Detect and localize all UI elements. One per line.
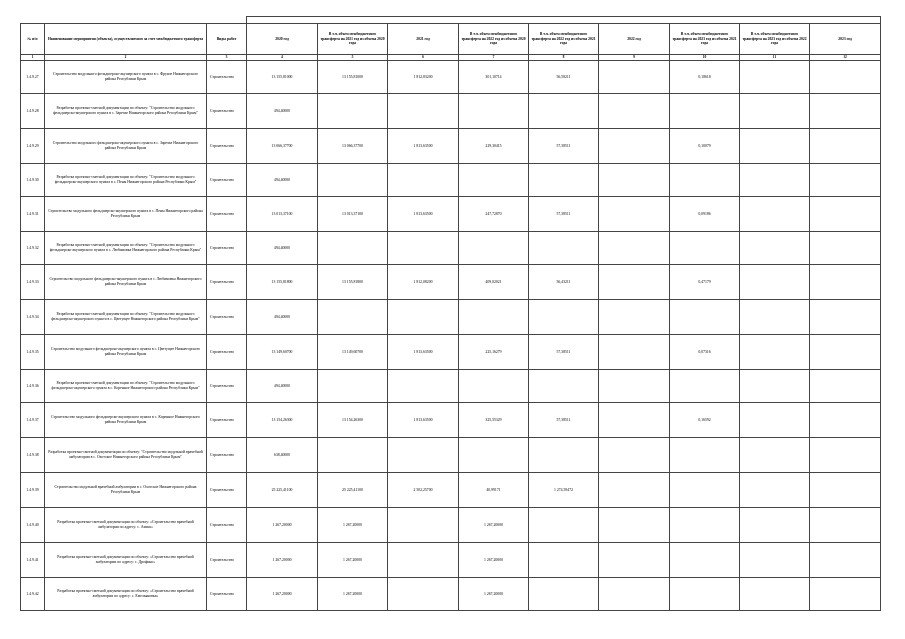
cell-2023-from-2022 (740, 403, 810, 438)
cell-2021-from-2020: 13 155,81800 (318, 265, 388, 300)
cell-2021-from-2020 (318, 370, 388, 403)
cell-2023-from-2022 (740, 508, 810, 543)
col-header-2022: 2022 год (599, 24, 670, 55)
row-number: 1.4.9.28 (21, 94, 45, 129)
row-kind: Строительство (207, 129, 247, 164)
table-row (21, 197, 881, 232)
cell-2023-from-2022 (740, 300, 810, 335)
cell-2022 (599, 164, 670, 197)
cell-2022-from-2021: 1 274,59472 (529, 473, 599, 508)
cell-2022-from-2021: 56,43211 (529, 265, 599, 300)
row-kind: Строительство (207, 473, 247, 508)
table-row (21, 129, 881, 164)
cell-2022 (599, 300, 670, 335)
cell-2021: 1 813,63500 (388, 335, 459, 370)
row-name: Строительство модульного фельдшерско-акушерского пункта в с. Фрунзе Нижнегорского района Республики Крым (45, 61, 207, 94)
cell-2023-from-2022 (740, 265, 810, 300)
cell-2023-from-2022 (740, 129, 810, 164)
cell-2021-from-2020: 13 155,81000 (318, 61, 388, 94)
cell-2021 (388, 370, 459, 403)
cell-2023-from-2021: 0,07316 (670, 335, 740, 370)
cell-2020: 13 154,26300 (247, 403, 318, 438)
cell-2022 (599, 232, 670, 265)
row-name: Строительство модульного фельдшерско-акушерского пункта в с. Любимовка Нижнегорского района Республики Крым (45, 265, 207, 300)
col-number: 1 (21, 55, 45, 61)
cell-2023 (810, 94, 881, 129)
cell-2022-from-2021: 57,38511 (529, 403, 599, 438)
cell-2023 (810, 265, 881, 300)
cell-2022-from-2020: 1 267,20000 (459, 543, 529, 578)
cell-2022-from-2020 (459, 232, 529, 265)
cell-2021-from-2020 (318, 164, 388, 197)
cell-2020: 494,40000 (247, 370, 318, 403)
cell-2023-from-2022 (740, 438, 810, 473)
cell-2022-from-2021: 56,58211 (529, 61, 599, 94)
col-number: 8 (529, 55, 599, 61)
cell-2023 (810, 403, 881, 438)
cell-2022-from-2021 (529, 438, 599, 473)
row-name: Разработка проектно-сметной документации по объекту: «Строительство врачебной амбулатории по адресу: с. Дрофино» (45, 543, 207, 578)
row-kind: Строительство (207, 197, 247, 232)
col-header-2022-from-2020: В т.ч. объем межбюджетного трансферта на 2022 год из объема 2020 года (459, 24, 529, 55)
table-row (21, 335, 881, 370)
cell-2023-from-2022 (740, 164, 810, 197)
table-row (21, 473, 881, 508)
cell-2020: 494,40000 (247, 94, 318, 129)
table-row (21, 543, 881, 578)
row-number: 1.4.9.32 (21, 232, 45, 265)
cell-2022 (599, 61, 670, 94)
row-kind: Строительство (207, 578, 247, 611)
col-number: 4 (247, 55, 318, 61)
cell-2021-from-2020 (318, 232, 388, 265)
cell-2022 (599, 473, 670, 508)
cell-2020: 13 155,81000 (247, 61, 318, 94)
table-row (21, 232, 881, 265)
budget-table (20, 16, 881, 611)
cell-2021 (388, 94, 459, 129)
col-header-2023-from-2022: В т.ч. объем межбюджетного трансферта на 2023 год из объема 2022 года (740, 24, 810, 55)
cell-2023-from-2021 (670, 578, 740, 611)
col-number: 3 (207, 55, 247, 61)
cell-2022-from-2020: 225,16279 (459, 335, 529, 370)
row-kind: Строительство (207, 164, 247, 197)
cell-2022 (599, 335, 670, 370)
row-number: 1.4.9.38 (21, 438, 45, 473)
cell-2023 (810, 508, 881, 543)
cell-2023-from-2022 (740, 94, 810, 129)
cell-2023-from-2021: 0,09186 (670, 197, 740, 232)
cell-2021: 1 813,63500 (388, 197, 459, 232)
cell-2022 (599, 438, 670, 473)
cell-2022-from-2021: 57,38511 (529, 335, 599, 370)
cell-2022-from-2020 (459, 300, 529, 335)
cell-2020: 13 066,37700 (247, 129, 318, 164)
cell-2022-from-2021: 57,38511 (529, 129, 599, 164)
cell-2022 (599, 578, 670, 611)
cell-2023-from-2022 (740, 578, 810, 611)
col-number: 9 (599, 55, 670, 61)
cell-2022-from-2021 (529, 300, 599, 335)
table-row (21, 94, 881, 129)
row-number: 1.4.9.29 (21, 129, 45, 164)
cell-2023-from-2021 (670, 370, 740, 403)
cell-2022-from-2020: 229,30415 (459, 129, 529, 164)
col-number: 10 (670, 55, 740, 61)
row-kind: Строительство (207, 300, 247, 335)
cell-2020: 494,40000 (247, 164, 318, 197)
cell-2022-from-2020 (459, 164, 529, 197)
cell-2023-from-2022 (740, 473, 810, 508)
row-name: Разработка проектно-сметной документации по объекту: "Строительство модульного фельдшерско-акушерского пункта в с. Коренное Нижнегорского района Республики Крым" (45, 370, 207, 403)
row-number: 1.4.9.33 (21, 265, 45, 300)
col-header-number: № п/п (21, 24, 45, 55)
cell-2022-from-2020 (459, 370, 529, 403)
row-kind: Строительство (207, 403, 247, 438)
cell-2023 (810, 300, 881, 335)
cell-2021-from-2020: 13 154,26300 (318, 403, 388, 438)
cell-2023 (810, 197, 881, 232)
row-number: 1.4.9.30 (21, 164, 45, 197)
cell-2023-from-2021: 0,47179 (670, 265, 740, 300)
cell-2023-from-2022 (740, 232, 810, 265)
table-row (21, 61, 881, 94)
row-kind: Строительство (207, 508, 247, 543)
row-kind: Строительство (207, 335, 247, 370)
cell-2020: 494,40000 (247, 300, 318, 335)
cell-2021: 1 813,63500 (388, 129, 459, 164)
cell-2022-from-2021: 57,38511 (529, 197, 599, 232)
row-name: Строительство модульного фельдшерско-акушерского пункта в с. Заречье Нижнегорского района Республики Крым (45, 129, 207, 164)
cell-2023-from-2022 (740, 197, 810, 232)
row-kind: Строительство (207, 232, 247, 265)
cell-2021: 1 812,08200 (388, 265, 459, 300)
cell-2022-from-2020: 301,10714 (459, 61, 529, 94)
cell-2021-from-2020 (318, 300, 388, 335)
cell-2022 (599, 508, 670, 543)
col-number: 11 (740, 55, 810, 61)
cell-2023-from-2021 (670, 438, 740, 473)
cell-2022-from-2020: 1 267,20000 (459, 508, 529, 543)
cell-2020: 13 155,81800 (247, 265, 318, 300)
cell-2023 (810, 438, 881, 473)
cell-2022-from-2020: 247,72870 (459, 197, 529, 232)
row-kind: Строительство (207, 438, 247, 473)
cell-2022 (599, 94, 670, 129)
cell-2021-from-2020 (318, 94, 388, 129)
col-header-2023-from-2021: В т.ч. объем межбюджетного трансферта на 2023 год из объема 2021 года (670, 24, 740, 55)
col-number: 2 (45, 55, 207, 61)
cell-2022-from-2021 (529, 370, 599, 403)
cell-2021 (388, 578, 459, 611)
table-row (21, 438, 881, 473)
table-row (21, 370, 881, 403)
row-name: Разработка проектно-сметной документации по объекту: "Строительство модульной врачебной амбулатории в с. Охотское Нижнегорского района Республики Крым" (45, 438, 207, 473)
cell-2021: 1 812,83200 (388, 61, 459, 94)
cell-2021 (388, 508, 459, 543)
table-row (21, 265, 881, 300)
cell-2021-from-2020: 1 267,20000 (318, 578, 388, 611)
col-header-2021-from-2020: В т.ч. объем межбюджетного трансферта на 2021 год из объема 2020 года (318, 24, 388, 55)
cell-2023-from-2022 (740, 370, 810, 403)
row-name: Разработка проектно-сметной документации по объекту: "Строительство модульного фельдшерско-акушерского пункта в с. Любимовка Нижнегорского района Республики Крым" (45, 232, 207, 265)
cell-2022-from-2021 (529, 578, 599, 611)
cell-2021-from-2020: 13 013,37100 (318, 197, 388, 232)
cell-2023 (810, 473, 881, 508)
header-top-strip (21, 17, 881, 24)
row-name: Разработка проектно-сметной документации по объекту: "Строительство модульного фельдшерско-акушерского пункта в с. Пены Нижнегорского района Республики Крым" (45, 164, 207, 197)
cell-2021-from-2020: 13 149,60700 (318, 335, 388, 370)
row-name: Разработка проектно-сметной документации по объекту: «Строительство врачебной амбулатории по адресу: с. Амиш» (45, 508, 207, 543)
row-number: 1.4.9.31 (21, 197, 45, 232)
col-header-name: Наименование мероприятия (объекта), осуществляемого за счет межбюджетного трансферта (45, 24, 207, 55)
cell-2020: 13 013,37100 (247, 197, 318, 232)
cell-2022-from-2021 (529, 164, 599, 197)
row-number: 1.4.9.41 (21, 543, 45, 578)
cell-2021-from-2020: 1 267,20000 (318, 543, 388, 578)
cell-2023 (810, 543, 881, 578)
row-number: 1.4.9.35 (21, 335, 45, 370)
cell-2023 (810, 164, 881, 197)
row-kind: Строительство (207, 265, 247, 300)
cell-2021 (388, 164, 459, 197)
cell-2020: 13 149,60700 (247, 335, 318, 370)
cell-2023 (810, 335, 881, 370)
cell-2020: 1 267,20000 (247, 508, 318, 543)
row-kind: Строительство (207, 61, 247, 94)
cell-2022-from-2020: 40,99171 (459, 473, 529, 508)
row-name: Строительство модульного фельдшерско-акушерского пункта в с. Пены Нижнегорского района Республики Крым (45, 197, 207, 232)
col-number: 7 (459, 55, 529, 61)
cell-2022 (599, 370, 670, 403)
cell-2021-from-2020: 1 267,20000 (318, 508, 388, 543)
cell-2023 (810, 129, 881, 164)
cell-2023-from-2021 (670, 508, 740, 543)
cell-2022-from-2020 (459, 94, 529, 129)
col-header-2020: 2020 год (247, 24, 318, 55)
row-kind: Строительство (207, 94, 247, 129)
col-header-2023: 2023 год (810, 24, 881, 55)
cell-2023-from-2021 (670, 473, 740, 508)
cell-2022-from-2021 (529, 94, 599, 129)
cell-2020: 25 225,41100 (247, 473, 318, 508)
cell-2021-from-2020 (318, 438, 388, 473)
row-number: 1.4.9.27 (21, 61, 45, 94)
row-number: 1.4.9.40 (21, 508, 45, 543)
cell-2023-from-2021: 0,16592 (670, 403, 740, 438)
cell-2023 (810, 61, 881, 94)
cell-2023 (810, 370, 881, 403)
cell-2022 (599, 403, 670, 438)
cell-2022-from-2021 (529, 232, 599, 265)
cell-2022-from-2020: 1 267,20000 (459, 578, 529, 611)
cell-2021 (388, 543, 459, 578)
cell-2023-from-2021 (670, 164, 740, 197)
cell-2023 (810, 232, 881, 265)
cell-2022 (599, 197, 670, 232)
cell-2022 (599, 129, 670, 164)
cell-2022-from-2020 (459, 438, 529, 473)
row-number: 1.4.9.42 (21, 578, 45, 611)
cell-2020: 638,40000 (247, 438, 318, 473)
row-kind: Строительство (207, 543, 247, 578)
cell-2020: 1 267,20000 (247, 543, 318, 578)
cell-2021 (388, 232, 459, 265)
cell-2023-from-2021 (670, 94, 740, 129)
cell-2023-from-2021: 0,10079 (670, 129, 740, 164)
cell-2021 (388, 300, 459, 335)
cell-2023-from-2021: 0,18618 (670, 61, 740, 94)
cell-2023-from-2021 (670, 543, 740, 578)
cell-2023-from-2022 (740, 543, 810, 578)
cell-2023-from-2022 (740, 61, 810, 94)
cell-2020: 494,40000 (247, 232, 318, 265)
table-row (21, 403, 881, 438)
col-number: 6 (388, 55, 459, 61)
col-header-2021: 2021 год (388, 24, 459, 55)
col-number: 5 (318, 55, 388, 61)
cell-2022 (599, 543, 670, 578)
cell-2022-from-2021 (529, 543, 599, 578)
cell-2021: 2 502,25700 (388, 473, 459, 508)
row-name: Строительство модульной врачебной амбулатории в с. Охотское Нижнегорского района Республики Крым (45, 473, 207, 508)
col-header-2022-from-2021: В т.ч. объем межбюджетного трансферта на 2022 год из объема 2021 года (529, 24, 599, 55)
cell-2023-from-2021 (670, 232, 740, 265)
cell-2021-from-2020: 13 066,37700 (318, 129, 388, 164)
table-row (21, 300, 881, 335)
cell-2021 (388, 438, 459, 473)
cell-2022-from-2021 (529, 508, 599, 543)
row-name: Строительство модульного фельдшерско-акушерского пункта в с. Коренное Нижнегорского района Республики Крым (45, 403, 207, 438)
cell-2023 (810, 578, 881, 611)
cell-2022-from-2020: 325,55329 (459, 403, 529, 438)
row-name: Разработка проектно-сметной документации по объекту: "Строительство модульного фельдшерско-акушерского пункта в с. Цветущее Нижнегорского района Республики Крым" (45, 300, 207, 335)
table-row (21, 508, 881, 543)
row-number: 1.4.9.34 (21, 300, 45, 335)
table-row (21, 164, 881, 197)
cell-2021-from-2020: 25 225,41100 (318, 473, 388, 508)
row-kind: Строительство (207, 370, 247, 403)
col-header-kind: Виды работ (207, 24, 247, 55)
row-number: 1.4.9.37 (21, 403, 45, 438)
document-page (20, 16, 880, 611)
cell-2022-from-2020: 409,02021 (459, 265, 529, 300)
cell-2021: 1 813,63500 (388, 403, 459, 438)
row-name: Разработка проектно-сметной документации по объекту: "Строительство модульного фельдшерско-акушерского пункта в с. Заречье Нижнегорского района Республики Крым" (45, 94, 207, 129)
cell-2022 (599, 265, 670, 300)
row-number: 1.4.9.39 (21, 473, 45, 508)
table-row (21, 578, 881, 611)
row-name: Строительство модульного фельдшерско-акушерского пункта в с. Цветущее Нижнегорского района Республики Крым (45, 335, 207, 370)
row-name: Разработка проектно-сметной документации по объекту: «Строительство врачебной амбулатории по адресу: с. Емельяновка» (45, 578, 207, 611)
cell-2023-from-2021 (670, 300, 740, 335)
cell-2023-from-2022 (740, 335, 810, 370)
row-number: 1.4.9.36 (21, 370, 45, 403)
header-row (21, 24, 881, 55)
cell-2020: 1 267,20000 (247, 578, 318, 611)
col-number: 12 (810, 55, 881, 61)
